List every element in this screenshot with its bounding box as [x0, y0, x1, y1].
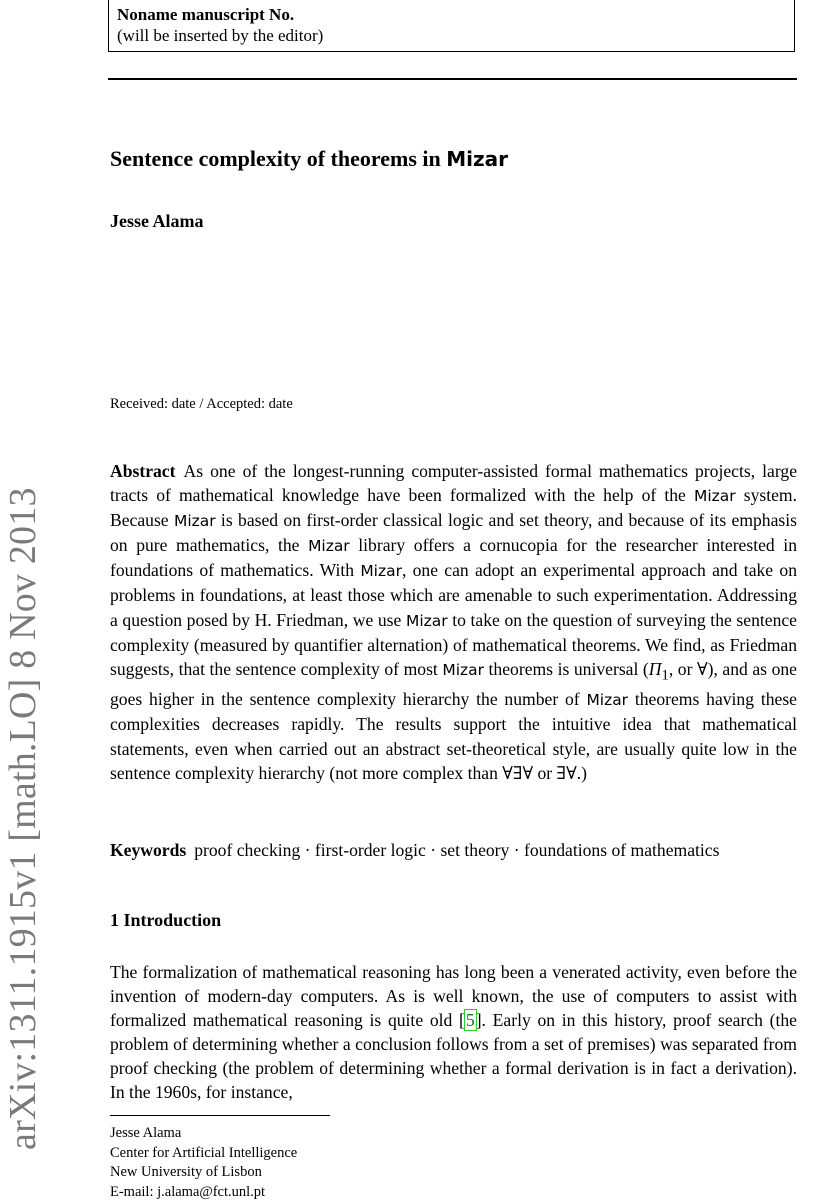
- mizar-name: Mizar: [406, 612, 448, 630]
- affiliation-university: New University of Lisbon: [110, 1163, 297, 1183]
- abstract-text: library offers a cornucopia for the researcher interested in foundations of mathematics. With: [110, 535, 797, 580]
- mizar-name: Mizar: [174, 512, 216, 530]
- abstract-text: is based on first-order classical logic and set theory, and because of its emphasis on pure mathematics, the: [110, 510, 797, 555]
- title-text: Sentence complexity of theorems in: [110, 146, 446, 171]
- mizar-name: Mizar: [360, 562, 402, 580]
- manuscript-number: Noname manuscript No.: [117, 4, 786, 25]
- abstract-text: system. Because: [110, 485, 797, 530]
- abstract: [110, 459, 797, 785]
- mizar-name: Mizar: [442, 661, 484, 679]
- introduction-paragraph: [110, 960, 797, 1105]
- arxiv-stamp: arXiv:1311.1915v1 [math.LO] 8 Nov 2013: [0, 410, 46, 1150]
- intro-text: The formalization of mathematical reasoning has long been a venerated activity, even before the invention of modern-day computers. As is well known, the use of computers to assist with formalized mathematical reasoning is quite old [: [110, 962, 797, 1030]
- section-heading: [110, 910, 221, 931]
- affiliation-center: Center for Artificial Intelligence: [110, 1144, 297, 1164]
- abstract-heading: Abstract: [110, 461, 175, 481]
- abstract-text: theorems having these complexities decreases rapidly. The results support the intuitive idea that mathematical statements, even when carried out an abstract set-theoretical style, are usually quite low in the sentence complexity hierarchy (not more complex than ∀∃∀ or ∃∀.): [110, 689, 797, 782]
- mizar-name: Mizar: [308, 537, 350, 555]
- citation-link[interactable]: 5: [465, 1010, 476, 1030]
- affiliation-block: [110, 1124, 297, 1202]
- editor-box: [108, 0, 795, 52]
- abstract-text: As one of the longest-running computer-assisted formal mathematics projects, large tracts of mathematical knowledge have been formalized with the help of the: [110, 461, 797, 505]
- abstract-text: to take on the question of surveying the sentence complexity (measured by quantifier alternation) of mathematical theorems. We find, as Friedman suggests, that the sentence complexity of most: [110, 610, 797, 679]
- header-rule: [108, 78, 797, 80]
- editor-note: (will be inserted by the editor): [117, 25, 786, 46]
- paper-title: [110, 146, 508, 172]
- affiliation-email: E-mail: j.alama@fct.unl.pt: [110, 1183, 297, 1202]
- footnote-rule: [110, 1115, 330, 1116]
- keywords-text: proof checking · first-order logic · set theory · foundations of mathematics: [194, 840, 719, 860]
- received-accepted-dates: Received: date / Accepted: date: [110, 396, 293, 413]
- section-title: Introduction: [124, 910, 222, 930]
- mizar-name: Mizar: [694, 487, 736, 505]
- pi-subscript: 1: [662, 667, 669, 683]
- author-name: Jesse Alama: [110, 211, 204, 232]
- intro-text: ]. Early on in this history, proof search (the problem of determining whether a conclusion follows from a set of premises) was separated from proof checking (the problem of determining whether a formal derivation is in fact a derivation). In the 1960s, for instance,: [110, 1010, 797, 1102]
- abstract-text: , or ∀), and as one goes higher in the sentence complexity hierarchy the number of: [110, 659, 797, 710]
- abstract-text: , one can adopt an experimental approach and take on problems in foundations, at least those which are amenable to such experimentation. Addressing a question posed by H. Friedman, we use: [110, 560, 797, 629]
- abstract-text: theorems is universal (: [484, 659, 649, 679]
- mizar-name: Mizar: [586, 691, 628, 709]
- affiliation-name: Jesse Alama: [110, 1124, 297, 1144]
- keywords: [110, 838, 797, 862]
- pi-symbol: Π: [649, 659, 662, 679]
- section-number: 1: [110, 910, 119, 930]
- keywords-heading: Keywords: [110, 840, 186, 860]
- title-system-name: Mizar: [446, 147, 508, 171]
